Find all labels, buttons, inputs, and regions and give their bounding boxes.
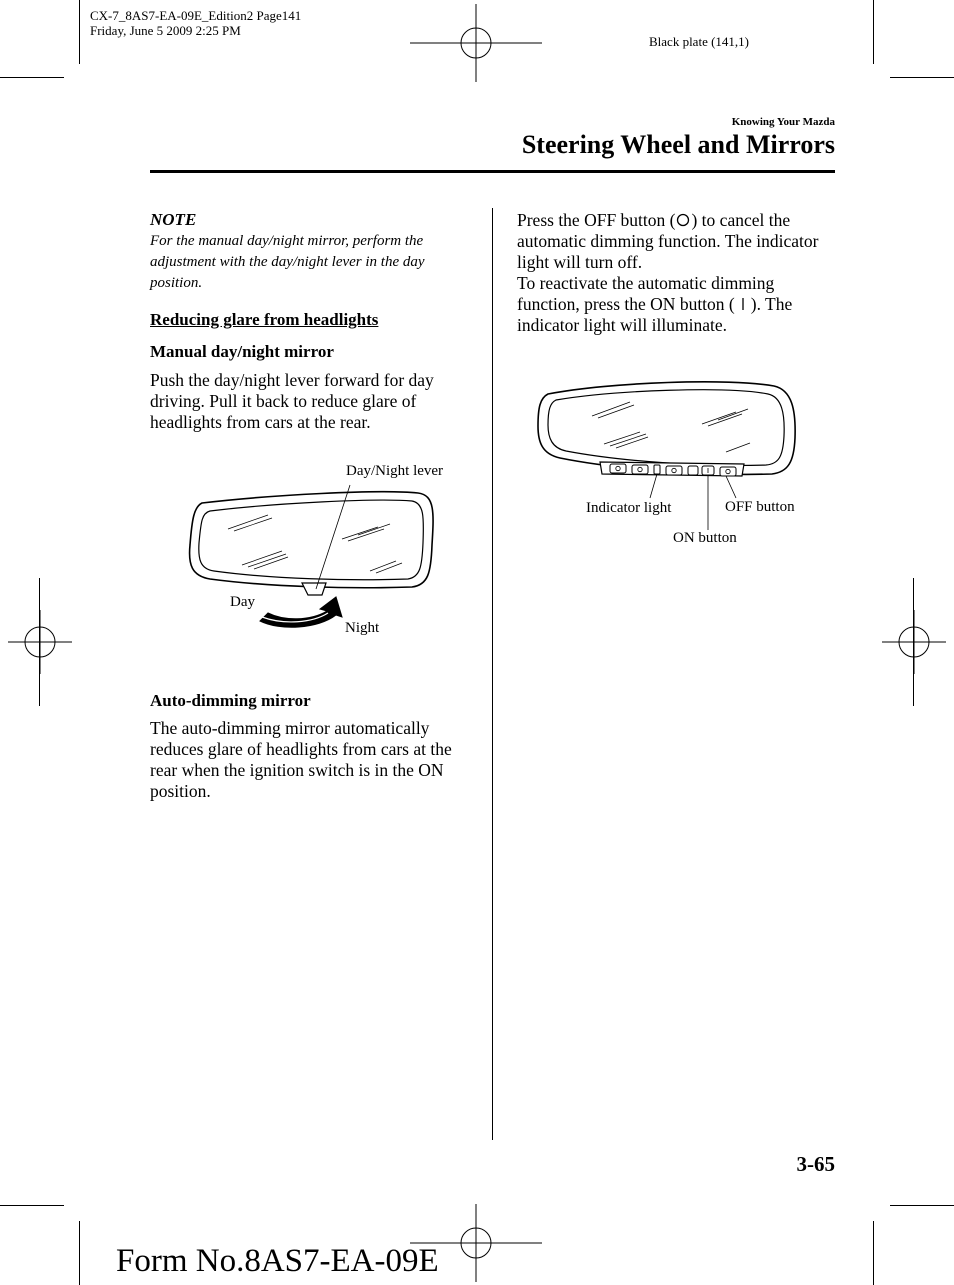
column-divider bbox=[492, 208, 493, 1140]
right-column-text bbox=[517, 210, 827, 336]
para-on-button: To reactivate the automatic dimming function, press the ON button ( ). The indicator light will illuminate. bbox=[517, 273, 793, 335]
registration-mark-right bbox=[882, 610, 946, 674]
registration-mark-left bbox=[8, 610, 72, 674]
heading-auto-dimming: Auto-dimming mirror bbox=[150, 691, 311, 710]
page-title: Steering Wheel and Mirrors bbox=[521, 130, 835, 159]
label-day-night-lever: Day/Night lever bbox=[346, 463, 444, 479]
note-text: For the manual day/night mirror, perform the adjustment with the day/night lever in the day position. bbox=[150, 233, 425, 291]
label-day: Day bbox=[230, 594, 255, 610]
doc-id: CX-7_8AS7-EA-09E_Edition2 Page141 bbox=[90, 8, 302, 23]
label-off-button: OFF button bbox=[725, 499, 795, 515]
title-rule bbox=[150, 170, 835, 173]
auto-mirror-glass bbox=[548, 390, 784, 466]
figure-manual-mirror bbox=[150, 455, 480, 655]
section-label: Knowing Your Mazda bbox=[731, 116, 835, 128]
plate-info: Black plate (141,1) bbox=[649, 34, 749, 49]
circle-icon bbox=[675, 212, 691, 228]
figure-auto-dimming-mirror bbox=[530, 370, 820, 560]
vertical-bar-icon bbox=[735, 296, 751, 312]
day-night-lever bbox=[302, 583, 326, 595]
mirror-housing bbox=[190, 492, 434, 588]
note-title: NOTE bbox=[150, 210, 197, 229]
auto-mirror-housing bbox=[538, 382, 795, 475]
glare-streaks bbox=[228, 515, 402, 573]
form-number: Form No.8AS7-EA-09E bbox=[116, 1243, 439, 1279]
manual-mirror-illustration bbox=[150, 455, 480, 655]
para-auto-dimming: The auto-dimming mirror automatically reduces glare of headlights from cars at the rear when the ignition switch is in the ON position. bbox=[150, 718, 452, 801]
para-off-button: Press the OFF button ( ) to cancel the automatic dimming function. The indicator light will turn off. bbox=[517, 210, 819, 272]
label-indicator-light: Indicator light bbox=[586, 500, 672, 516]
heading-manual-mirror: Manual day/night mirror bbox=[150, 342, 334, 361]
doc-date: Friday, June 5 2009 2:25 PM bbox=[90, 23, 241, 38]
day-night-arrow bbox=[260, 597, 342, 627]
page-number: 3-65 bbox=[796, 1152, 835, 1176]
auto-glare-streaks bbox=[592, 402, 750, 452]
para-manual-mirror: Push the day/night lever forward for day driving. Pull it back to reduce glare of headlights from cars at the rear. bbox=[150, 370, 434, 432]
label-on-button: ON button bbox=[673, 530, 737, 546]
label-night: Night bbox=[345, 620, 380, 636]
heading-reducing-glare: Reducing glare from headlights bbox=[150, 310, 379, 329]
left-column bbox=[150, 210, 466, 294]
registration-mark-top bbox=[410, 4, 542, 82]
